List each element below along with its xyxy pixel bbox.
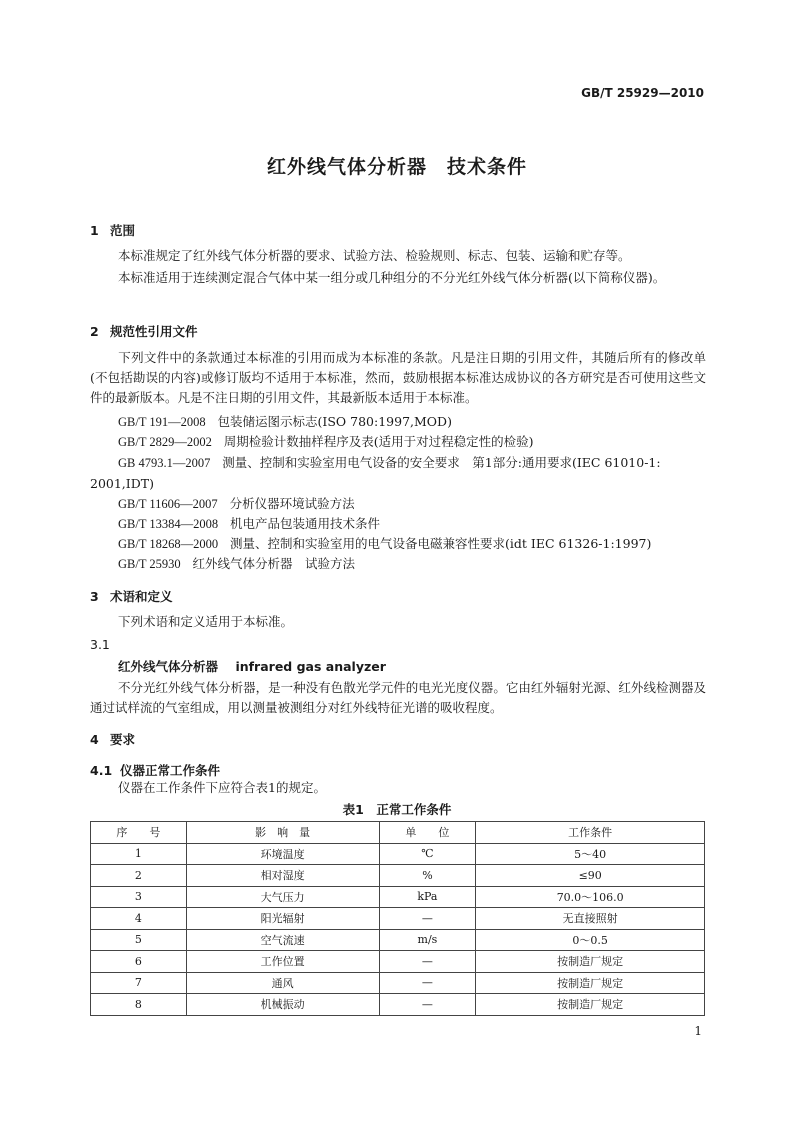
table-cell: % — [379, 865, 476, 887]
table-cell: kPa — [379, 886, 476, 908]
paragraph-text: 本标准规定了红外线气体分析器的要求、试验方法、检验规则、标志、包装、运输和贮存等。 — [118, 248, 631, 263]
table-row — [91, 865, 705, 887]
table-cell: m/s — [379, 929, 476, 951]
section-number: 1 — [90, 223, 99, 238]
table-cell: 无直接照射 — [476, 908, 705, 930]
section-4-1-paragraph — [90, 778, 706, 798]
table-row — [91, 886, 705, 908]
table-cell: 5 — [91, 929, 187, 951]
paragraph-text: 下列文件中的条款通过本标准的引用而成为本标准的条款。凡是注日期的引用文件，其随后所有的修改单(不包括勘误的内容)或修订版均不适用于本标准，然而，鼓励根据本标准达成协议的各方研究是否可使用这些文件的最新版本。凡是不注日期的引用文件，其最新版本适用于本标准。 — [90, 350, 706, 405]
table-row — [91, 972, 705, 994]
table-cell: 机械振动 — [186, 994, 379, 1016]
section-title: 术语和定义 — [110, 589, 173, 604]
table-cell: — — [379, 994, 476, 1016]
section-title: 规范性引用文件 — [110, 324, 198, 339]
section-4-heading — [90, 730, 135, 748]
section-3-heading — [90, 587, 173, 605]
term-entry — [118, 657, 386, 675]
table-cell: 空气流速 — [186, 929, 379, 951]
table-cell: 7 — [91, 972, 187, 994]
table-cell: 5～40 — [476, 843, 705, 865]
reference-title: 红外线气体分析器 试验方法 — [192, 556, 356, 571]
section-1-paragraph-2 — [90, 268, 706, 288]
reference-item — [118, 412, 452, 432]
reference-item — [118, 432, 534, 452]
reference-code: GB/T 191—2008 — [118, 415, 206, 429]
table-cell: ℃ — [379, 843, 476, 865]
reference-code: GB/T 18268—2000 — [118, 537, 219, 551]
section-2-heading — [90, 322, 198, 340]
section-number: 3 — [90, 589, 99, 604]
reference-title: 分析仪器环境试验方法 — [229, 496, 355, 511]
reference-title: 测量、控制和实验室用的电气设备电磁兼容性要求(idt IEC 61326-1:1997) — [230, 536, 652, 551]
reference-item — [118, 514, 380, 534]
reference-item-continuation — [90, 474, 154, 494]
reference-code: GB/T 25930 — [118, 557, 181, 571]
reference-code: GB/T 11606—2007 — [118, 497, 218, 511]
table-cell: 按制造厂规定 — [476, 951, 705, 973]
table-cell: — — [379, 972, 476, 994]
table-cell: 环境温度 — [186, 843, 379, 865]
table-cell: 8 — [91, 994, 187, 1016]
section-number: 4.1 — [90, 763, 113, 778]
table-cell: 通风 — [186, 972, 379, 994]
page-number: 1 — [694, 1024, 702, 1038]
section-2-paragraph-1 — [90, 348, 706, 408]
reference-code: GB 4793.1—2007 — [118, 456, 211, 470]
table-cell: — — [379, 908, 476, 930]
table-row — [91, 843, 705, 865]
table-cell: 4 — [91, 908, 187, 930]
table-cell: 3 — [91, 886, 187, 908]
table-row — [91, 929, 705, 951]
term-english: infrared gas analyzer — [235, 659, 386, 674]
section-number: 4 — [90, 732, 99, 747]
table-cell: 相对湿度 — [186, 865, 379, 887]
reference-title: 机电产品包装通用技术条件 — [230, 516, 381, 531]
column-header: 工作条件 — [476, 822, 705, 844]
table-row — [91, 951, 705, 973]
column-header: 序 号 — [91, 822, 187, 844]
paragraph-text: 下列术语和定义适用于本标准。 — [118, 614, 294, 629]
document-title: 红外线气体分析器 技术条件 — [266, 156, 527, 178]
paragraph-text: 仪器在工作条件下应符合表1的规定。 — [118, 780, 326, 795]
section-1-heading — [90, 221, 135, 239]
section-1-paragraph-1 — [90, 246, 706, 266]
table-cell: 1 — [91, 843, 187, 865]
reference-title: 周期检验计数抽样程序及表(适用于对过程稳定性的检验) — [223, 434, 534, 449]
reference-title: 2001,IDT) — [90, 476, 154, 491]
table-cell: 70.0～106.0 — [476, 886, 705, 908]
reference-item — [118, 494, 355, 514]
section-number: 2 — [90, 324, 99, 339]
section-title: 仪器正常工作条件 — [120, 763, 221, 778]
table-cell: 2 — [91, 865, 187, 887]
reference-title: 包装储运图示标志(ISO 780:1997,MOD) — [217, 414, 452, 429]
section-title: 要求 — [110, 732, 136, 747]
table-cell: 大气压力 — [186, 886, 379, 908]
table-row — [91, 994, 705, 1016]
term-chinese: 红外线气体分析器 — [118, 659, 219, 674]
table-cell: — — [379, 951, 476, 973]
standard-number: GB/T 25929—2010 — [581, 86, 704, 100]
table-row — [91, 908, 705, 930]
reference-item — [118, 534, 651, 554]
reference-item — [118, 554, 355, 574]
table-cell: 阳光辐射 — [186, 908, 379, 930]
table-cell: 0～0.5 — [476, 929, 705, 951]
subsection-4-1-heading — [90, 761, 220, 779]
column-header: 单 位 — [379, 822, 476, 844]
reference-item — [118, 453, 661, 473]
paragraph-text: 不分光红外线气体分析器，是一种没有色散光学元件的电光光度仪器。它由红外辐射光源、红外线检测器及通过试样流的气室组成，用以测量被测组分对红外线特征光谱的吸收程度。 — [90, 680, 706, 715]
reference-code: GB/T 2829—2002 — [118, 435, 212, 449]
reference-title: 测量、控制和实验室用电气设备的安全要求 第1部分:通用要求(IEC 61010-1: — [222, 455, 661, 470]
column-header: 影 响 量 — [186, 822, 379, 844]
working-conditions-table — [90, 821, 705, 1016]
table-cell: 按制造厂规定 — [476, 972, 705, 994]
reference-code: GB/T 13384—2008 — [118, 517, 219, 531]
section-3-paragraph-1 — [90, 612, 706, 632]
table-cell: 6 — [91, 951, 187, 973]
table-caption: 表1 正常工作条件 — [342, 802, 452, 817]
section-title: 范围 — [110, 223, 136, 238]
subsection-3-1-number: 3.1 — [90, 637, 110, 652]
table-cell: 工作位置 — [186, 951, 379, 973]
paragraph-text: 本标准适用于连续测定混合气体中某一组分或几种组分的不分光红外线气体分析器(以下简称仪器)。 — [118, 270, 666, 285]
table-cell: 按制造厂规定 — [476, 994, 705, 1016]
term-definition — [90, 678, 706, 718]
table-cell: ≤90 — [476, 865, 705, 887]
table-header-row — [91, 822, 705, 844]
